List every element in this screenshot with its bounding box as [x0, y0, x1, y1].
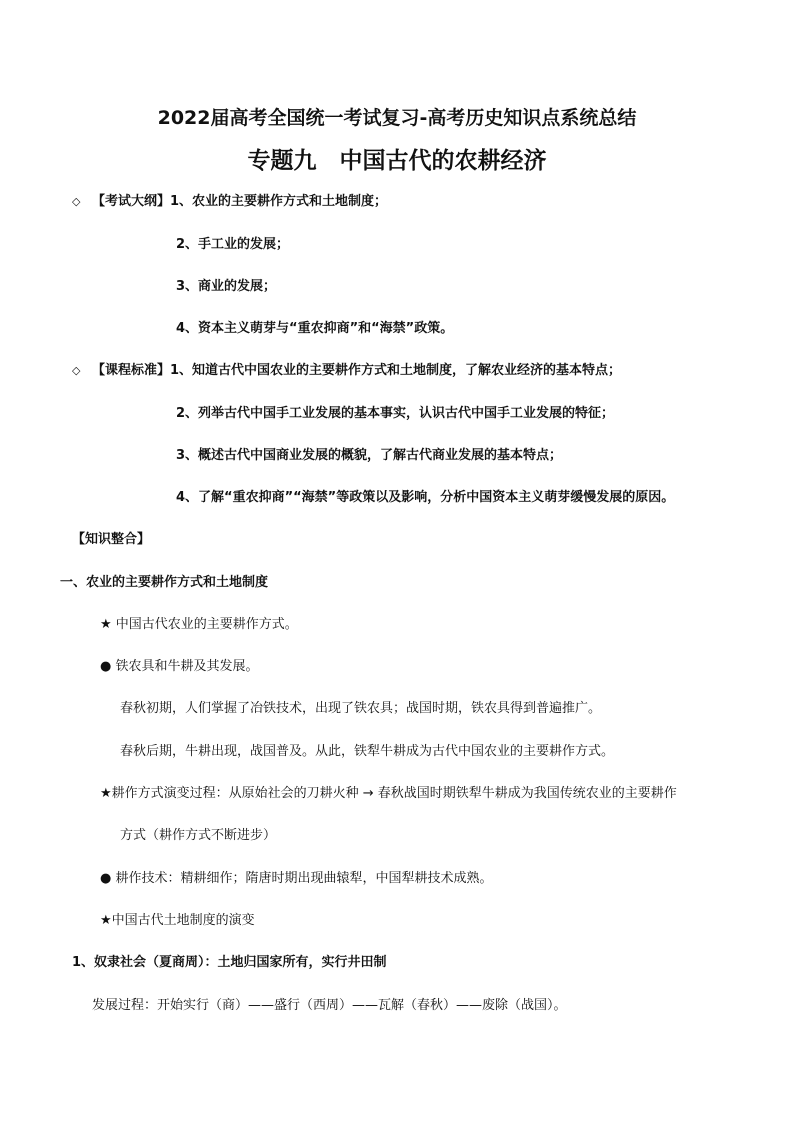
subsection-slave-society: 1、奴隶社会（夏商周）：土地归国家所有，实行井田制: [72, 955, 387, 970]
bullet-item-iron-tools: ● 铁农具和牛耕及其发展。: [100, 659, 259, 674]
paragraph-iron-smelting: 春秋初期，人们掌握了冶铁技术，出现了铁农具；战国时期，铁农具得到普遍推广。: [120, 701, 602, 716]
paragraph-ox-plough: 春秋后期，牛耕出现，战国普及。从此，铁犁牛耕成为古代中国农业的主要耕作方式。: [120, 744, 615, 759]
star-item-evolution: ★耕作方式演变过程：从原始社会的刀耕火种 → 春秋战国时期铁犁牛耕成为我国传统农业的主要耕作: [100, 786, 677, 801]
diamond-icon: ◇: [72, 364, 81, 377]
section-heading: 一、农业的主要耕作方式和土地制度: [60, 575, 269, 590]
outline-item-4: 4、资本主义萌芽与“重农抑商”和“海禁”政策。: [176, 321, 454, 336]
paragraph-development-process: 发展过程：开始实行（商）——盛行（西周）——瓦解（春秋）——废除（战国）。: [92, 998, 567, 1013]
outline-label: 【考试大纲】: [92, 194, 171, 209]
standards-item-4: 4、了解“重农抑商”“海禁”等政策以及影响，分析中国资本主义萌芽缓慢发展的原因。: [176, 490, 675, 505]
document-title: 2022届高考全国统一考试复习-高考历史知识点系统总结: [157, 107, 637, 129]
outline-item-3: 3、商业的发展；: [176, 279, 277, 294]
knowledge-heading: 【知识整合】: [72, 532, 151, 547]
star-item-land-system: ★中国古代土地制度的演变: [100, 913, 255, 928]
star-item-evolution-cont: 方式（耕作方式不断进步）: [120, 828, 277, 843]
diamond-icon: ◇: [72, 195, 81, 208]
document-subtitle: 专题九 中国古代的农耕经济: [247, 148, 547, 174]
standards-item-2: 2、列举古代中国手工业发展的基本事实，认识古代中国手工业发展的特征；: [176, 406, 615, 421]
outline-item-2: 2、手工业的发展；: [176, 237, 290, 252]
bullet-item-techniques: ● 耕作技术：精耕细作；隋唐时期出现曲辕犁，中国犁耕技术成熟。: [100, 871, 493, 886]
standards-item-1: 1、知道古代中国农业的主要耕作方式和土地制度，了解农业经济的基本特点；: [170, 363, 622, 378]
standards-line-1: [72, 362, 621, 380]
standards-label: 【课程标准】: [92, 363, 171, 378]
star-item-farming-methods: ★ 中国古代农业的主要耕作方式。: [100, 617, 298, 632]
outline-line-1: [72, 193, 387, 211]
standards-item-3: 3、概述古代中国商业发展的概貌，了解古代商业发展的基本特点；: [176, 448, 563, 463]
outline-item-1: 1、农业的主要耕作方式和土地制度；: [170, 194, 388, 209]
